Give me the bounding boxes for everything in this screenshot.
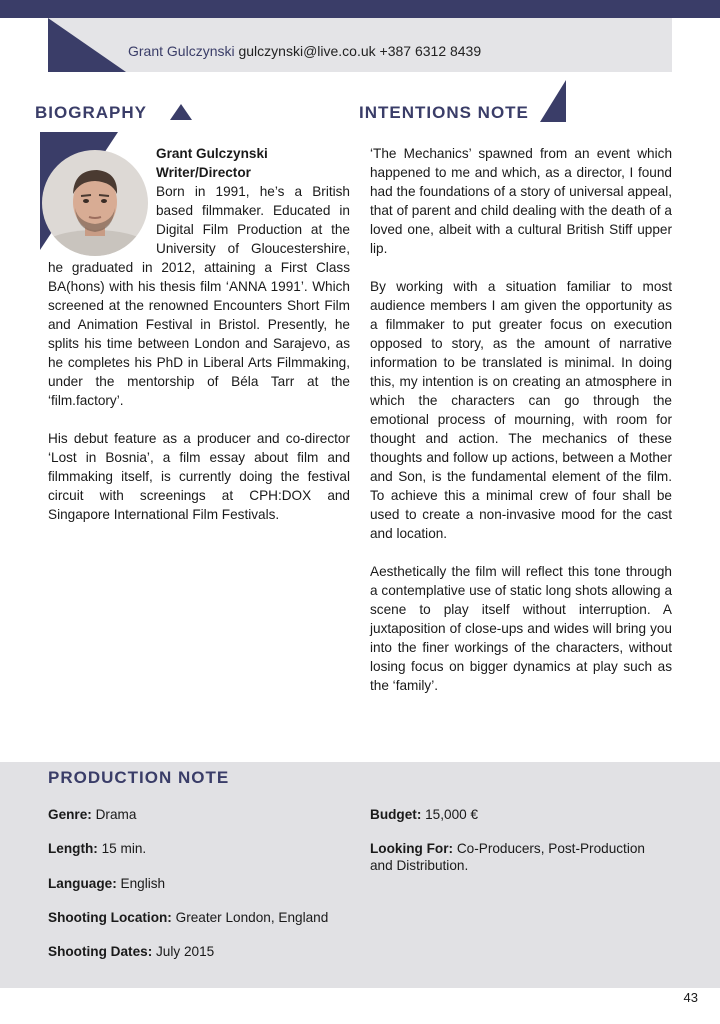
location-item (48, 909, 328, 926)
intentions-paragraph-1: ‘The Mechanics’ spawned from an event which happened to me and which, as a director, I found had the foundations of a story of universal appeal, that of parent and child dealing with the death of a loved one, albeit with a cultural British Stiff upper lip. (370, 146, 672, 256)
location-label: Shooting Location: (48, 910, 172, 925)
length-item (48, 840, 146, 857)
looking-for-item (370, 840, 670, 874)
intentions-paragraph-3: Aesthetically the film will reflect this tone through a contemplative use of static long shots allowing a scene to play itself without interruption. A juxtaposition of close-ups and wides will bring you into the finer workings of the characters, without losing focus on bigger dynamics at play such as the ‘family’. (370, 564, 672, 693)
looking-for-label: Looking For: (370, 841, 454, 856)
photo-spacer (48, 144, 156, 258)
dates-value: July 2015 (156, 944, 215, 959)
production-heading: PRODUCTION NOTE (48, 768, 230, 787)
language-value: English (120, 876, 166, 891)
bio-paragraph-2: His debut feature as a producer and co-director ‘Lost in Bosnia’, a film essay about film and filmmaking itself, is currently doing the festival circuit with screenings at CPH:DOX and Singapore International Film Festivals. (48, 431, 350, 522)
language-label: Language: (48, 876, 117, 891)
page-number: 43 (683, 990, 698, 1005)
genre-label: Genre: (48, 807, 92, 822)
dates-item (48, 943, 214, 960)
budget-value: 15,000 € (425, 807, 479, 822)
budget-label: Budget: (370, 807, 422, 822)
genre-item (48, 806, 136, 823)
contact-bar (48, 18, 672, 72)
language-item (48, 875, 165, 892)
genre-value: Drama (95, 807, 137, 822)
intentions-triangle-decoration (540, 80, 566, 122)
looking-for-value: Co-Producers, Post-Production and Distribution. (370, 841, 645, 873)
bio-role: Writer/Director (156, 165, 251, 180)
location-value: Greater London, England (175, 910, 329, 925)
intentions-paragraph-2: By working with a situation familiar to most audience members I am given the opportunity as a filmmaker to put greater focus on execution opposed to story, as the amount of narrative information to be translated is minimal. In doing this, my intention is on creating an atmosphere in which the characters can go through the emotional process of mourning, with room for thought and action. The mechanics of these thoughts and follow up actions, between a Mother and Son, is the fundamental element of the film. To achieve this a minimal crew of four shall be used to create a non-invasive mood for the cast and location. (370, 279, 672, 541)
contact-phone: +387 6312 8439 (379, 43, 482, 59)
contact-line (128, 43, 481, 59)
contact-name: Grant Gulczynski (128, 43, 235, 59)
biography-heading: BIOGRAPHY (35, 103, 147, 122)
budget-item (370, 806, 478, 823)
bio-name: Grant Gulczynski (156, 146, 268, 161)
intentions-heading: INTENTIONS NOTE (359, 103, 529, 122)
biography-triangle-decoration (170, 104, 192, 120)
bio-paragraph-1: Born in 1991, he’s a British based filmmaker. Educated in Digital Film Production at the University of Gloucestershire, he graduated in 2012, attaining a First Class BA(hons) with his thesis film ‘ANNA 1991’. Which screened at the renowned Encounters Short Film and Animation Festival in Bristol. Presently, he splits his time between London and Sarajevo, as he completes his PhD in Liberal Arts Filmmaking, under the mentorship of Béla Tarr at the ‘film.factory’. (48, 184, 350, 408)
intentions-text (370, 144, 672, 714)
length-label: Length: (48, 841, 98, 856)
top-bar (0, 0, 720, 18)
biography-text (48, 144, 350, 543)
contact-email: gulczynski@live.co.uk (238, 43, 376, 59)
contact-triangle-decoration (48, 18, 126, 72)
dates-label: Shooting Dates: (48, 944, 153, 959)
length-value: 15 min. (101, 841, 147, 856)
